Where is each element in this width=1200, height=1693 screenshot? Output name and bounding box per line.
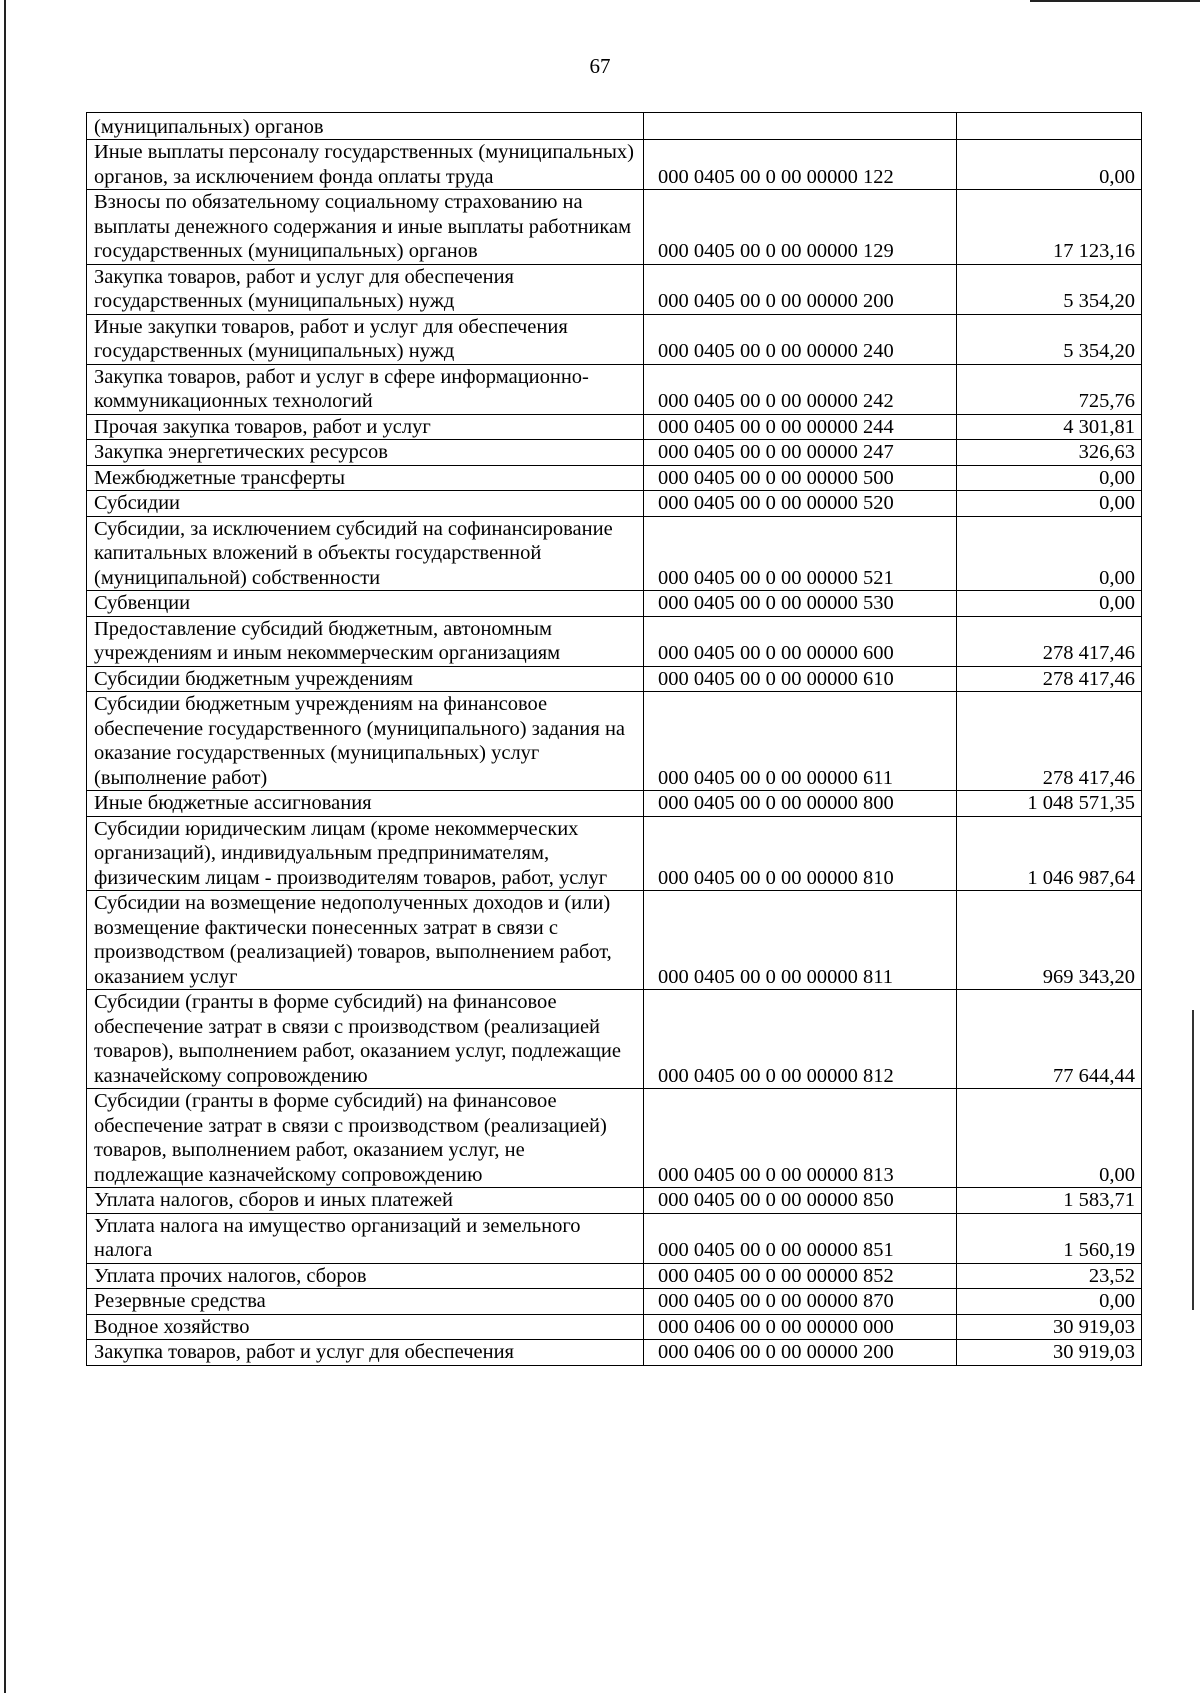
- table-row: [87, 1263, 1142, 1289]
- table-row: [87, 616, 1142, 666]
- table-row: [87, 1188, 1142, 1214]
- row-amount-cell: 30 919,03: [957, 1314, 1142, 1340]
- table-row: [87, 1213, 1142, 1263]
- table-row: [87, 440, 1142, 466]
- row-name-cell: Субсидии: [87, 491, 644, 517]
- table-row: [87, 1289, 1142, 1315]
- table-row: [87, 990, 1142, 1089]
- scan-edge-right: [1192, 1010, 1194, 1310]
- table-row: [87, 190, 1142, 265]
- row-code-cell: 000 0405 00 0 00 00000 242: [644, 364, 957, 414]
- row-amount-cell: 278 417,46: [957, 692, 1142, 791]
- row-code-cell: 000 0405 00 0 00 00000 247: [644, 440, 957, 466]
- row-amount-cell: 0,00: [957, 591, 1142, 617]
- row-name-cell: Закупка товаров, работ и услуг для обеспечения государственных (муниципальных) нужд: [87, 264, 644, 314]
- row-code-cell: 000 0405 00 0 00 00000 870: [644, 1289, 957, 1315]
- row-name-cell: Субвенции: [87, 591, 644, 617]
- row-name-cell: Уплата налогов, сборов и иных платежей: [87, 1188, 644, 1214]
- row-amount-cell: 5 354,20: [957, 264, 1142, 314]
- row-amount-cell: 1 048 571,35: [957, 791, 1142, 817]
- row-name-cell: Субсидии бюджетным учреждениям на финансовое обеспечение государственного (муниципального) задания на оказание государственных (муниципальных) услуг (выполнение работ): [87, 692, 644, 791]
- row-name-cell: Уплата прочих налогов, сборов: [87, 1263, 644, 1289]
- table-row: [87, 364, 1142, 414]
- table-row: [87, 113, 1142, 140]
- table-row: [87, 1340, 1142, 1366]
- row-name-cell: Субсидии на возмещение недополученных доходов и (или) возмещение фактически понесенных затрат в связи с производством (реализацией) товаров, выполнением работ, оказанием услуг: [87, 891, 644, 990]
- row-code-cell: 000 0405 00 0 00 00000 530: [644, 591, 957, 617]
- row-code-cell: 000 0405 00 0 00 00000 851: [644, 1213, 957, 1263]
- row-name-cell: Закупка товаров, работ и услуг в сфере информационно-коммуникационных технологий: [87, 364, 644, 414]
- row-code-cell: 000 0405 00 0 00 00000 611: [644, 692, 957, 791]
- table-row: [87, 264, 1142, 314]
- page-number: 67: [589, 54, 611, 78]
- row-code-cell: 000 0405 00 0 00 00000 813: [644, 1089, 957, 1188]
- row-amount-cell: 969 343,20: [957, 891, 1142, 990]
- row-name-cell: Субсидии (гранты в форме субсидий) на финансовое обеспечение затрат в связи с производством (реализацией товаров), выполнением работ, оказанием услуг, подлежащие казначейскому сопровождению: [87, 990, 644, 1089]
- row-name-cell: Водное хозяйство: [87, 1314, 644, 1340]
- row-code-cell: 000 0405 00 0 00 00000 810: [644, 816, 957, 891]
- row-name-cell: Субсидии, за исключением субсидий на софинансирование капитальных вложений в объекты государственной (муниципальной) собственности: [87, 516, 644, 591]
- row-name-cell: Субсидии (гранты в форме субсидий) на финансовое обеспечение затрат в связи с производством (реализацией) товаров, выполнением работ, оказанием услуг, не подлежащие казначейскому сопровождению: [87, 1089, 644, 1188]
- row-amount-cell: 17 123,16: [957, 190, 1142, 265]
- row-amount-cell: [957, 113, 1142, 140]
- table-row: [87, 791, 1142, 817]
- table-row: [87, 591, 1142, 617]
- row-amount-cell: 23,52: [957, 1263, 1142, 1289]
- row-amount-cell: 1 560,19: [957, 1213, 1142, 1263]
- row-amount-cell: 0,00: [957, 465, 1142, 491]
- row-code-cell: [644, 113, 957, 140]
- row-code-cell: 000 0405 00 0 00 00000 244: [644, 414, 957, 440]
- table-row: [87, 666, 1142, 692]
- row-name-cell: Резервные средства: [87, 1289, 644, 1315]
- table-row: [87, 1089, 1142, 1188]
- row-code-cell: 000 0405 00 0 00 00000 800: [644, 791, 957, 817]
- row-amount-cell: 0,00: [957, 516, 1142, 591]
- row-name-cell: Предоставление субсидий бюджетным, автономным учреждениям и иным некоммерческим организациям: [87, 616, 644, 666]
- row-name-cell: Закупка энергетических ресурсов: [87, 440, 644, 466]
- row-name-cell: Закупка товаров, работ и услуг для обеспечения: [87, 1340, 644, 1366]
- row-amount-cell: 278 417,46: [957, 616, 1142, 666]
- row-name-cell: Иные выплаты персоналу государственных (муниципальных) органов, за исключением фонда оплаты труда: [87, 140, 644, 190]
- table-row: [87, 140, 1142, 190]
- row-code-cell: 000 0405 00 0 00 00000 600: [644, 616, 957, 666]
- row-name-cell: Иные закупки товаров, работ и услуг для обеспечения государственных (муниципальных) нужд: [87, 314, 644, 364]
- row-name-cell: Межбюджетные трансферты: [87, 465, 644, 491]
- row-name-cell: Иные бюджетные ассигнования: [87, 791, 644, 817]
- row-amount-cell: 1 046 987,64: [957, 816, 1142, 891]
- table-row: [87, 465, 1142, 491]
- row-amount-cell: 77 644,44: [957, 990, 1142, 1089]
- row-code-cell: 000 0406 00 0 00 00000 000: [644, 1314, 957, 1340]
- row-code-cell: 000 0405 00 0 00 00000 520: [644, 491, 957, 517]
- row-code-cell: 000 0405 00 0 00 00000 852: [644, 1263, 957, 1289]
- budget-table: [86, 112, 1142, 1366]
- row-amount-cell: 326,63: [957, 440, 1142, 466]
- row-amount-cell: 0,00: [957, 491, 1142, 517]
- scan-edge-left: [4, 0, 6, 1693]
- row-name-cell: (муниципальных) органов: [87, 113, 644, 140]
- table-row: [87, 314, 1142, 364]
- row-amount-cell: 1 583,71: [957, 1188, 1142, 1214]
- row-code-cell: 000 0405 00 0 00 00000 610: [644, 666, 957, 692]
- row-name-cell: Взносы по обязательному социальному страхованию на выплаты денежного содержания и иные выплаты работникам государственных (муниципальных) органов: [87, 190, 644, 265]
- table-row: [87, 414, 1142, 440]
- row-amount-cell: 278 417,46: [957, 666, 1142, 692]
- row-code-cell: 000 0406 00 0 00 00000 200: [644, 1340, 957, 1366]
- row-amount-cell: 5 354,20: [957, 314, 1142, 364]
- table-row: [87, 491, 1142, 517]
- row-code-cell: 000 0405 00 0 00 00000 240: [644, 314, 957, 364]
- row-name-cell: Субсидии бюджетным учреждениям: [87, 666, 644, 692]
- row-amount-cell: 4 301,81: [957, 414, 1142, 440]
- row-code-cell: 000 0405 00 0 00 00000 521: [644, 516, 957, 591]
- scan-edge-top: [1030, 0, 1200, 2]
- row-amount-cell: 30 919,03: [957, 1340, 1142, 1366]
- row-code-cell: 000 0405 00 0 00 00000 200: [644, 264, 957, 314]
- row-code-cell: 000 0405 00 0 00 00000 812: [644, 990, 957, 1089]
- row-amount-cell: 0,00: [957, 1289, 1142, 1315]
- table-row: [87, 692, 1142, 791]
- row-name-cell: Уплата налога на имущество организаций и земельного налога: [87, 1213, 644, 1263]
- row-code-cell: 000 0405 00 0 00 00000 129: [644, 190, 957, 265]
- table-row: [87, 516, 1142, 591]
- table-row: [87, 891, 1142, 990]
- row-amount-cell: 0,00: [957, 140, 1142, 190]
- row-code-cell: 000 0405 00 0 00 00000 122: [644, 140, 957, 190]
- row-name-cell: Субсидии юридическим лицам (кроме некоммерческих организаций), индивидуальным предпринимателям, физическим лицам - производителям товаров, работ, услуг: [87, 816, 644, 891]
- row-amount-cell: 725,76: [957, 364, 1142, 414]
- row-amount-cell: 0,00: [957, 1089, 1142, 1188]
- budget-table-body: [87, 113, 1142, 1366]
- row-code-cell: 000 0405 00 0 00 00000 500: [644, 465, 957, 491]
- table-row: [87, 816, 1142, 891]
- row-name-cell: Прочая закупка товаров, работ и услуг: [87, 414, 644, 440]
- row-code-cell: 000 0405 00 0 00 00000 850: [644, 1188, 957, 1214]
- table-row: [87, 1314, 1142, 1340]
- row-code-cell: 000 0405 00 0 00 00000 811: [644, 891, 957, 990]
